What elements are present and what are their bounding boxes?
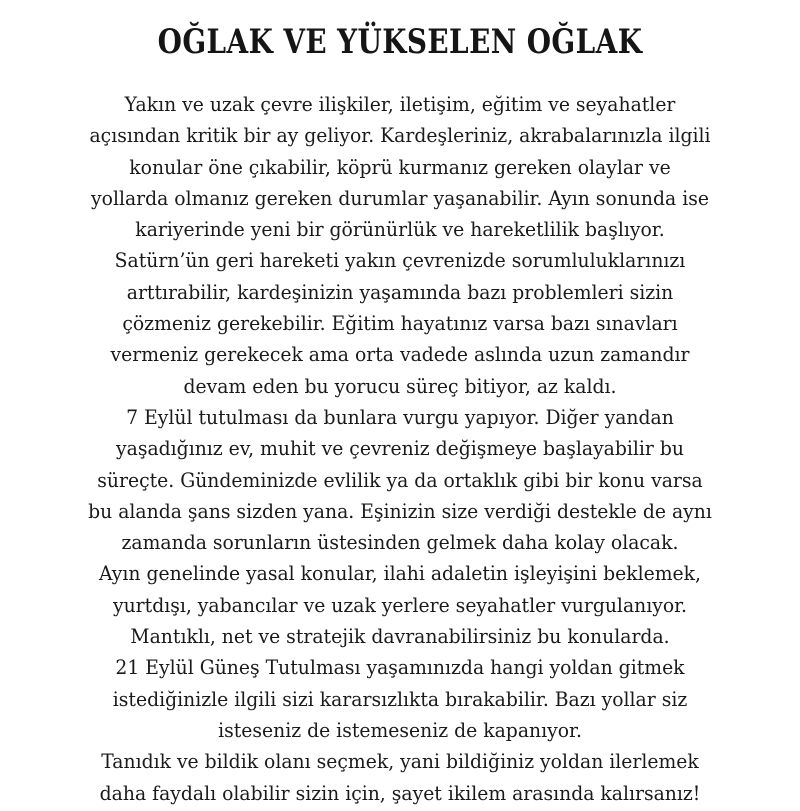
text-line: yaşadığınız ev, muhit ve çevreniz değişmeye başlayabilir bu xyxy=(116,437,684,461)
text-line: Mantıklı, net ve stratejik davranabilirsiniz bu konularda. xyxy=(130,625,670,649)
text-line: yurtdışı, yabancılar ve uzak yerlere seyahatler vurgulanıyor. xyxy=(112,593,688,617)
text-line: isteseniz de istemeseniz de kapanıyor. xyxy=(218,718,582,742)
text-line: devam eden bu yorucu süreç bitiyor, az kaldı. xyxy=(183,374,617,398)
horoscope-text xyxy=(0,89,800,809)
text-line: açısından kritik bir ay geliyor. Kardeşleriniz, akrabalarınızla ilgili xyxy=(89,124,711,148)
text-line: çözmeniz gerekebilir. Eğitim hayatınız varsa bazı sınavları xyxy=(122,312,678,336)
text-line: arttırabilir, kardeşinizin yaşamında bazı problemleri sizin xyxy=(126,280,674,304)
text-line: bu alanda şans sizden yana. Eşinizin size verdiği destekle de aynı xyxy=(88,499,712,523)
text-line: istediğinizle ilgili sizi kararsızlıkta bırakabilir. Bazı yollar siz xyxy=(112,687,688,711)
text-line: süreçte. Gündeminizde evlilik ya da ortaklık gibi bir konu varsa xyxy=(97,468,703,492)
text-line: konular öne çıkabilir, köprü kurmanız gereken olaylar ve xyxy=(129,155,671,179)
text-line: zamanda sorunların üstesinden gelmek daha kolay olacak. xyxy=(121,531,679,555)
text-line: daha faydalı olabilir sizin için, şayet ikilem arasında kalırsanız! xyxy=(99,781,701,805)
text-line: yollarda olmanız gereken durumlar yaşanabilir. Ayın sonunda ise xyxy=(91,186,709,210)
text-line: Ayın genelinde yasal konular, ilahi adaletin işleyişini beklemek, xyxy=(99,562,701,586)
text-line: vermeniz gerekecek ama orta vadede aslında uzun zamandır xyxy=(110,343,690,367)
text-line: kariyerinde yeni bir görünürlük ve hareketlilik başlıyor. xyxy=(135,218,665,242)
text-line: 7 Eylül tutulması da bunlara vurgu yapıyor. Diğer yandan xyxy=(126,405,674,429)
text-line: Tanıdık ve bildik olanı seçmek, yani bildiğiniz yoldan ilerlemek xyxy=(101,750,699,774)
text-line: Satürn’ün geri hareketi yakın çevrenizde sorumluluklarınızı xyxy=(114,249,686,273)
page-title: OĞLAK VE YÜKSELEN OĞLAK xyxy=(157,22,643,62)
text-line: Yakın ve uzak çevre ilişkiler, iletişim, eğitim ve seyahatler xyxy=(124,93,676,116)
text-line: 21 Eylül Güneş Tutulması yaşamınızda hangi yoldan gitmek xyxy=(115,656,685,680)
